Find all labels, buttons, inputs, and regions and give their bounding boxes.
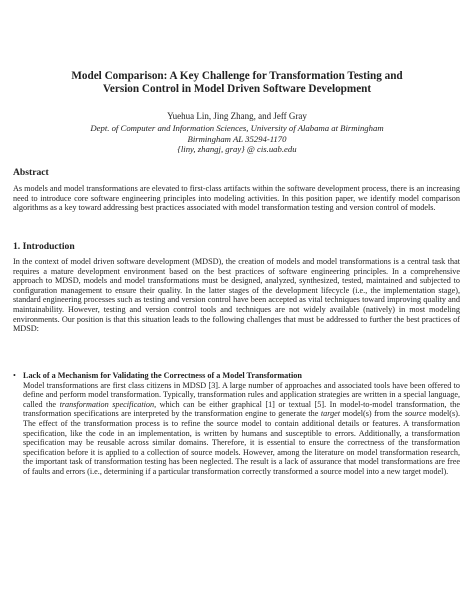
affiliation-line-3: {liny, zhangj, gray} @ cis.uab.edu <box>177 144 297 155</box>
affiliation-line-1: Dept. of Computer and Information Sciences, University of Alabama at Birmingham <box>90 123 384 133</box>
bullet-marker: • <box>13 371 16 380</box>
challenge-heading-text: Lack of a Mechanism for Validating the Correctness of a Model Transformation <box>23 371 302 380</box>
challenge-term-source: source <box>404 409 427 419</box>
challenge-item-paragraph <box>23 381 460 477</box>
author-list: Yuehua Lin, Jing Zhang, and Jeff Gray <box>167 111 307 121</box>
challenge-text-part-3: model(s) from the <box>340 409 405 419</box>
title-line-2: Version Control in Model Driven Software Development <box>102 83 372 95</box>
challenge-item-heading <box>13 371 460 381</box>
challenge-term-target: target <box>320 409 341 419</box>
challenge-term-transformation-specification: transformation specification <box>59 399 155 409</box>
challenge-text-part-4: model(s). The effect of the transformation process is to refine the source model to contain additional details or features. A transformation specification, like the code in an implementation, is written by humans and susceptible to errors. Additionally, a transformation specification may be reusable across similar domains. Therefore, it is essential to ensure the correctness of the transformation specification before it is applied to a collection of source models. However, among the literature on model transformation research, the important task of transformation testing has been neglected. The result is a lack of assurance that model transformations are free of faults and errors (i.e., determining if a particular transformation correctly transformed a source model into a new target model). <box>23 409 460 476</box>
challenge-list <box>13 371 460 477</box>
abstract-heading: Abstract <box>13 167 49 178</box>
introduction-paragraph: In the context of model driven software development (MDSD), the creation of models and model transformations is a central task that requires a mature development environment based on the best practices of software engineering principles. In a comprehensive approach to MDSD, models and model transformations must be designed, analyzed, synthesized, tested, maintained and subjected to configuration management to ensure their quality. In the latter stages of the development lifecycle (i.e., the implementation stage), standard engineering processes such as testing and version control have been accepted as vital techniques toward improving quality and maintainability. However, testing and version control tools and techniques are not widely available (natively) in most modeling environments. Our position is that this situation leads to the following challenges that must be addressed to further the best practices of MDSD: <box>13 257 460 334</box>
paper-title <box>40 70 434 96</box>
introduction-heading: 1. Introduction <box>13 241 75 252</box>
abstract-paragraph: As models and model transformations are elevated to first-class artifacts within the software development process, there is an increasing need to introduce core software engineering principles into modeling activities. In this position paper, we identify model comparison algorithms as a key toward addressing best practices associated with model transformation testing and version control of models. <box>13 184 460 213</box>
affiliation-line-2: Birmingham AL 35294-1170 <box>187 133 287 144</box>
challenge-text-part-2: , which can be either graphical [1] or textual [5]. In model-to-model transformation, the transformation specifications are interpreted by the transformation engine to generate the <box>23 399 460 419</box>
challenge-text-part-1: Model transformations are first class citizens in MDSD [3]. A large number of approaches and associated tools have been offered to define and perform model transformation. Typically, transformation rules and application strategies are written in a special language, called the <box>23 380 460 409</box>
title-line-1: Model Comparison: A Key Challenge for Transformation Testing and <box>71 70 403 82</box>
affiliation <box>40 123 434 155</box>
